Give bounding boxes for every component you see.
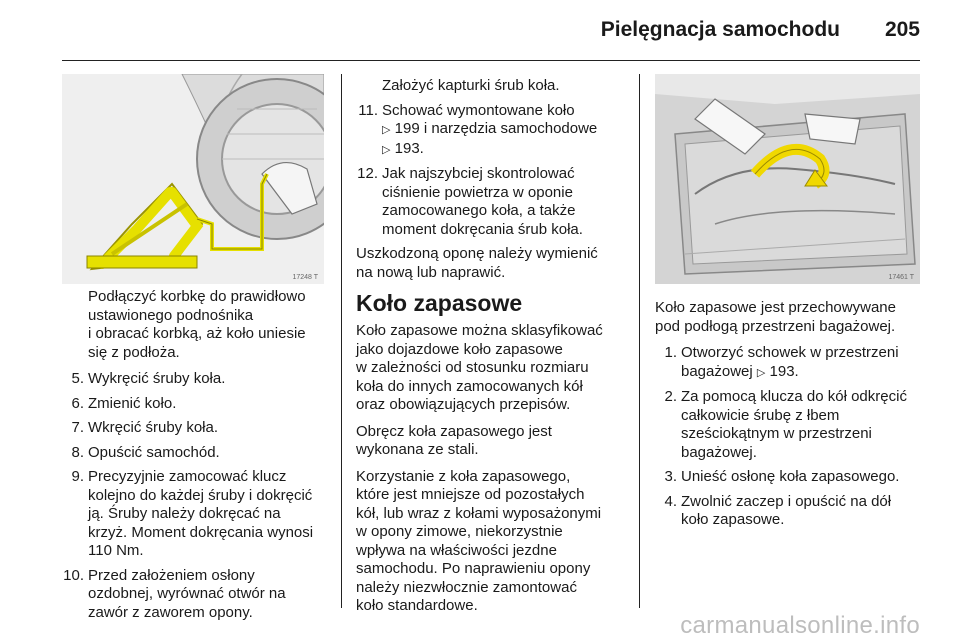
intro-line: pod podłogą przestrzeni bagażowej. xyxy=(655,317,896,335)
list-text: Wykręcić śruby koła. xyxy=(88,370,226,387)
list-text: Otworzyć schowek w przestrzeni xyxy=(681,344,899,361)
list-item xyxy=(655,468,930,487)
list-text: Zmienić koło. xyxy=(88,394,177,412)
section-heading: Koło zapasowe xyxy=(356,290,523,316)
para-line: które jest mniejsze od pozostałych xyxy=(356,486,585,503)
list-item xyxy=(62,468,330,561)
para-line: Korzystanie z koła zapasowego, xyxy=(356,467,571,485)
para-line: jako dojazdowe koło zapasowe xyxy=(356,340,563,358)
intro-line: i obracać korbką, aż koło uniesie xyxy=(88,325,306,342)
list-item xyxy=(62,395,330,414)
intro-line: Koło zapasowe jest przechowywane xyxy=(655,299,896,316)
para-line: Koło zapasowe można sklasyfikować xyxy=(356,322,603,339)
column-3 xyxy=(655,299,930,536)
continued-step-text xyxy=(356,77,631,96)
list-text: bagażowej xyxy=(681,362,753,380)
car-jack-illustration xyxy=(62,74,324,284)
continued-line: Założyć kapturki śrub koła. xyxy=(382,77,560,94)
list-number: 12. xyxy=(357,165,378,182)
ref-arrow-icon: ▷ xyxy=(382,143,391,156)
list-number: 11. xyxy=(358,101,378,119)
list-item xyxy=(356,102,631,160)
list-text: sześciokątnym w przestrzeni xyxy=(681,425,872,442)
list-text: Wkręcić śruby koła. xyxy=(88,419,219,436)
section-paragraph xyxy=(356,468,631,616)
list-text: Schować wymontowane koło xyxy=(382,101,575,119)
intro-line: ustawionego podnośnika xyxy=(88,306,254,324)
note-line: Uszkodzoną oponę należy wymienić xyxy=(356,245,598,262)
para-line: w zależności od stosunku rozmiaru xyxy=(356,359,589,376)
list-text: Jak najszybciej skontrolować xyxy=(382,165,575,182)
para-line: Obręcz koła zapasowego jest xyxy=(356,422,552,440)
list-text: Opuścić samochód. xyxy=(88,443,220,461)
list-number: 3. xyxy=(664,468,677,485)
list-number: 9. xyxy=(71,468,84,485)
list-item xyxy=(62,419,330,438)
image-code-jack: 17248 T xyxy=(292,274,318,281)
spare-wheel-illustration xyxy=(655,74,920,284)
column-2 xyxy=(356,77,631,624)
list-text: kolejno do każdej śruby i dokręcić xyxy=(88,486,313,504)
list-text: ją. Śruby należy dokręcać na xyxy=(88,505,281,522)
list-text: koło zapasowe. xyxy=(681,511,785,528)
page-ref-link[interactable]: 193. xyxy=(394,139,424,157)
ref-arrow-icon: ▷ xyxy=(756,366,766,379)
list-text: całkowicie śrubę z łbem xyxy=(681,406,840,424)
page-number: 205 xyxy=(884,18,920,41)
image-code-spare: 17461 T xyxy=(888,274,914,281)
para-line: w opony zimowe, niekorzystnie xyxy=(356,523,563,540)
list-text: krzyż. Moment dokręcania wynosi xyxy=(88,523,314,541)
column-divider-right xyxy=(639,74,640,608)
list-text: ozdobnej, wyrównać otwór na xyxy=(88,585,286,602)
page-ref-link[interactable]: 199 i narzędzia samochodowe xyxy=(394,120,598,137)
list-text: Za pomocą klucza do kół odkręcić xyxy=(681,388,907,405)
para-line: koło standardowe. xyxy=(356,597,478,614)
list-number: 7. xyxy=(71,419,84,436)
list-item xyxy=(655,388,930,462)
list-number: 8. xyxy=(71,443,84,461)
list-number: 2. xyxy=(664,388,677,405)
intro-line: się z podłoża. xyxy=(88,343,180,361)
section-paragraph xyxy=(356,423,631,460)
header-rule xyxy=(62,60,920,61)
list-item xyxy=(62,370,330,389)
column-divider-left xyxy=(341,74,342,608)
list-number: 10. xyxy=(63,566,84,584)
ref-arrow-icon: ▷ xyxy=(382,124,391,136)
list-number: 5. xyxy=(71,370,84,387)
para-line: samochodu. Po naprawieniu opony xyxy=(356,560,591,577)
section-paragraph xyxy=(356,322,631,415)
list-number: 6. xyxy=(71,394,84,412)
list-item xyxy=(62,567,330,623)
list-text: moment dokręcania śrub koła. xyxy=(382,220,583,238)
list-text: bagażowej. xyxy=(681,443,757,461)
list-text: ciśnienie powietrza w oponie xyxy=(382,183,573,201)
list-item xyxy=(62,444,330,463)
para-line: kół, lub wraz z kołami wyposażonymi xyxy=(356,504,602,522)
intro-paragraph xyxy=(62,288,330,362)
list-text: Przed założeniem osłony xyxy=(88,566,255,584)
list-text: 110 Nm. xyxy=(88,542,144,559)
page-ref-link[interactable]: 193. xyxy=(769,362,799,380)
list-item xyxy=(356,165,631,239)
list-text: Unieść osłonę koła zapasowego. xyxy=(681,468,900,485)
page-header-title: Pielęgnacja samochodu xyxy=(600,18,840,41)
intro-paragraph xyxy=(655,299,930,336)
list-item xyxy=(655,493,930,530)
column-1 xyxy=(62,288,330,628)
list-text: Zwolnić zaczep i opuścić na dół xyxy=(681,492,892,510)
intro-line: Podłączyć korbkę do prawidłowo xyxy=(88,288,306,305)
list-item xyxy=(655,344,930,382)
para-line: koła do innych zamocowanych kół xyxy=(356,377,583,395)
list-text: zawór z zaworem opony. xyxy=(88,603,253,621)
note-paragraph xyxy=(356,245,631,282)
list-number: 1. xyxy=(664,344,677,361)
para-line: należy niezwłocznie zamontować xyxy=(356,578,577,596)
list-number: 4. xyxy=(664,492,677,510)
list-text: zamocowanego koła, a także xyxy=(382,202,576,219)
para-line: oraz obowiązujących przepisów. xyxy=(356,396,571,413)
note-line: na nową lub naprawić. xyxy=(356,263,506,281)
list-text: Precyzyjnie zamocować klucz xyxy=(88,468,287,485)
para-line: wykonana ze stali. xyxy=(356,441,479,458)
para-line: wpływa na właściwości jezdne xyxy=(356,541,557,559)
footer-watermark-link[interactable]: carmanualsonline.info xyxy=(680,612,920,639)
